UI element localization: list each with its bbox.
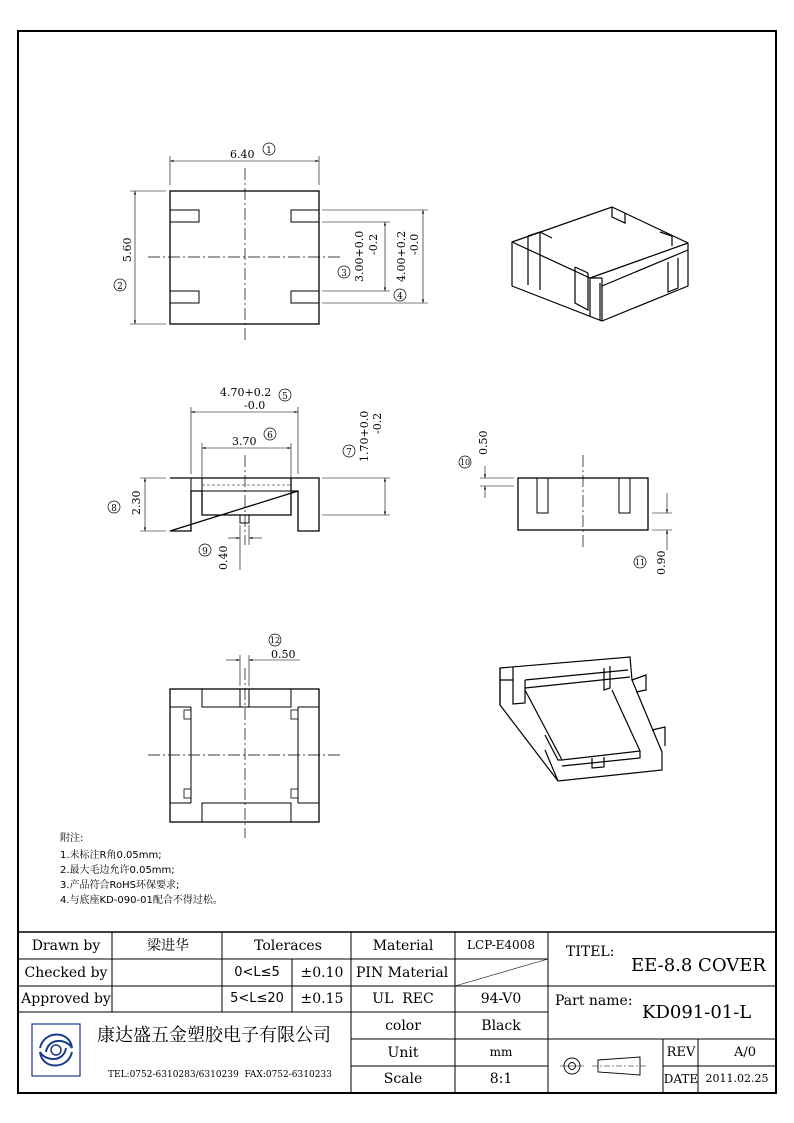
material-value: LCP-E4008 (467, 938, 535, 952)
dim-4-00: 4.00+0.2 (395, 230, 408, 282)
date-value: 2011.02.25 (705, 1072, 769, 1085)
callout-9: 9 (202, 547, 208, 557)
dim-0-50-side: 0.50 (477, 430, 490, 455)
top-view (114, 143, 428, 340)
dim-3-70: 3.70 (232, 435, 257, 448)
callout-2: 2 (117, 282, 123, 292)
note-item: 4.与底座KD-090-01配合不得过松。 (60, 895, 223, 906)
color-value: Black (481, 1018, 521, 1034)
callout-11: 11 (634, 558, 646, 567)
pin-material-label: PIN Material (356, 965, 449, 981)
dim-2-30: 2.30 (130, 490, 143, 515)
dim-3-00: 3.00+0.0 (353, 230, 366, 282)
callout-10: 10 (459, 458, 471, 467)
dim-4-00-lower-tol: -0.0 (408, 233, 421, 255)
dim-1-70-lower-tol: -0.2 (371, 412, 384, 434)
titel-value: EE-8.8 COVER (631, 955, 766, 976)
dim-0-40: 0.40 (217, 545, 230, 570)
material-label: Material (372, 938, 434, 954)
ul-label: UL REC (372, 991, 434, 1007)
side-view (459, 455, 672, 568)
callout-4: 4 (397, 292, 403, 302)
note-item: 3.产品符合RoHS环保要求; (60, 880, 180, 891)
dim-1-70: 1.70+0.0 (358, 410, 371, 462)
scale-value: 8:1 (489, 1071, 513, 1087)
callout-6: 6 (267, 431, 273, 441)
callout-12: 12 (269, 636, 281, 645)
note-item: 2.最大毛边允许0.05mm; (60, 865, 175, 876)
part-name-label: Part name: (555, 993, 633, 1009)
dim-0-90: 0.90 (655, 550, 668, 575)
unit-value: mm (489, 1045, 513, 1059)
tolerance-range-2: 5<L≤20 (230, 991, 284, 1006)
part-name-value: KD091-01-L (642, 1002, 752, 1023)
callout-1: 1 (266, 146, 272, 156)
tolerances-label: Toleraces (254, 938, 322, 954)
ul-value: 94-V0 (480, 991, 522, 1007)
callout-5: 5 (282, 392, 288, 402)
projection-symbol-icon (560, 1057, 646, 1075)
isometric-view-top (512, 207, 688, 321)
scale-label: Scale (383, 1071, 423, 1087)
dim-4-70-lower-tol: -0.0 (244, 399, 266, 412)
notes-title: 附注: (60, 833, 84, 844)
callout-8: 8 (111, 504, 117, 514)
dim-4-70: 4.70+0.2 (220, 386, 272, 399)
note-item: 1.未标注R角0.05mm; (60, 850, 162, 861)
unit-label: Unit (387, 1045, 419, 1061)
drawn-by-label: Drawn by (31, 938, 101, 954)
bottom-view (148, 634, 340, 838)
titel-label: TITEL: (566, 944, 615, 960)
dim-6-40: 6.40 (230, 148, 255, 161)
callout-3: 3 (341, 269, 347, 279)
dim-5-60: 5.60 (121, 237, 134, 262)
company-logo (32, 1024, 80, 1076)
front-view (108, 389, 390, 570)
rev-value: A/0 (733, 1045, 757, 1060)
drawn-by-value: 梁进华 (147, 938, 189, 954)
isometric-view-bottom (500, 657, 665, 781)
rev-label: REV (666, 1045, 696, 1060)
callout-7: 7 (346, 448, 352, 458)
color-label: color (385, 1018, 421, 1034)
checked-by-label: Checked by (24, 965, 108, 981)
tolerance-value-1: ±0.10 (300, 965, 344, 981)
tolerance-value-2: ±0.15 (300, 991, 344, 1007)
company-contact: TEL:0752-6310283/6310239 FAX:0752-6310233 (108, 1070, 332, 1080)
approved-by-label: Approved by (21, 991, 111, 1007)
dim-3-00-lower-tol: -0.2 (367, 233, 380, 255)
dim-0-50-bottom: 0.50 (271, 648, 296, 661)
company-name: 康达盛五金塑胶电子有限公司 (97, 1025, 331, 1046)
date-label: DATE (663, 1072, 699, 1086)
tolerance-range-1: 0<L≤5 (234, 965, 280, 980)
